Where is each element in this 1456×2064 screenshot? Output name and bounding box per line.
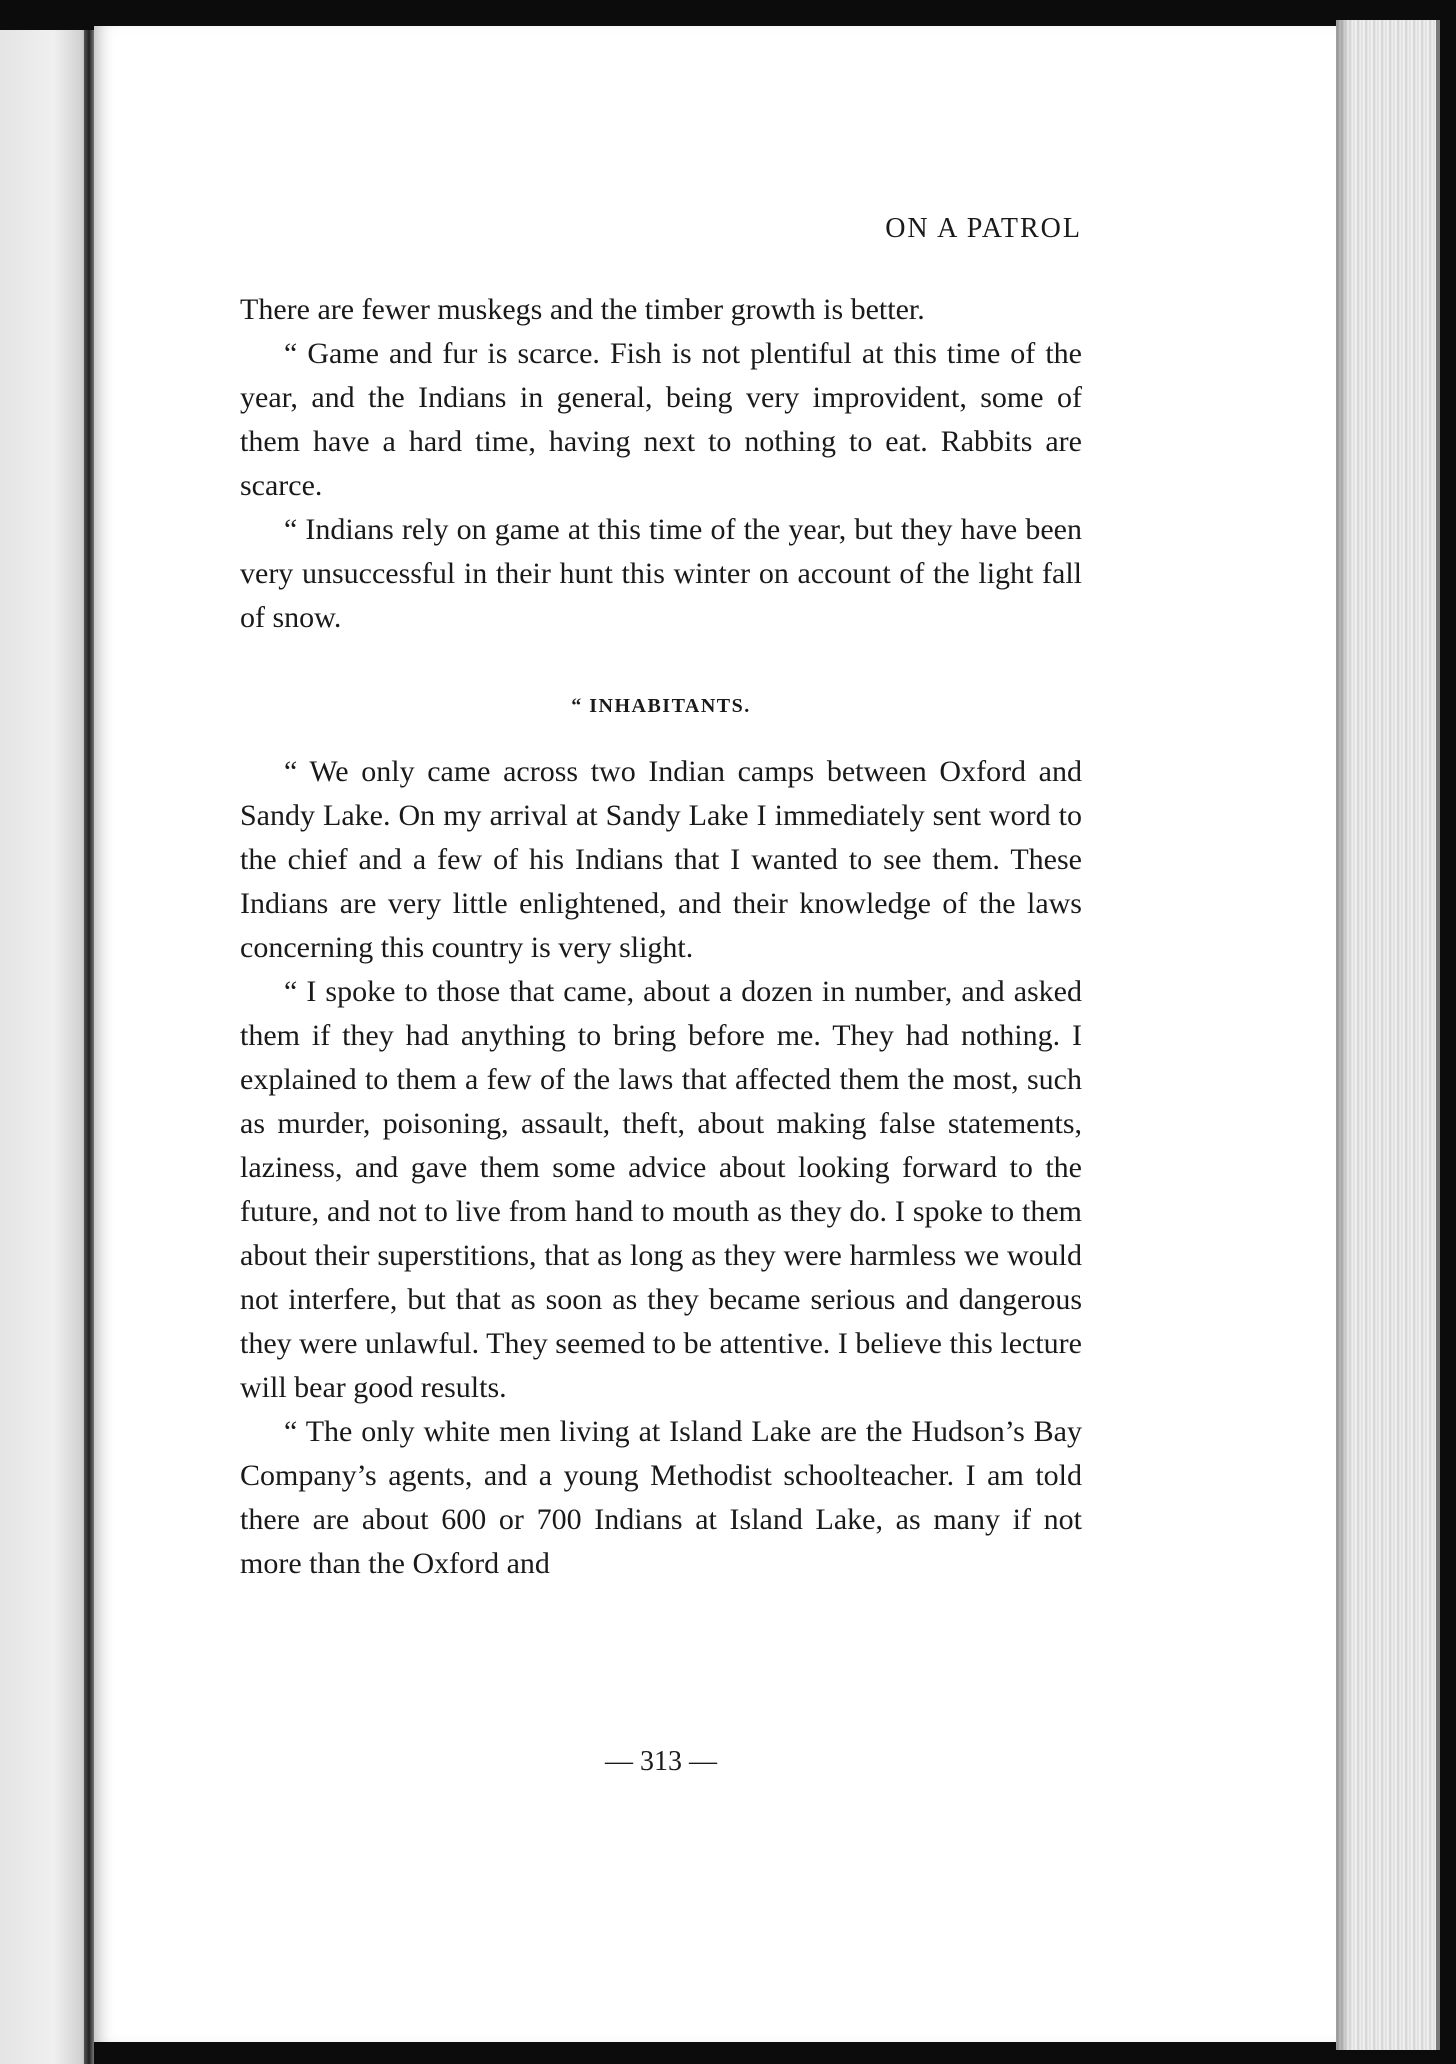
page-stack-shadow [1336, 20, 1350, 2050]
paragraph: “ We only came across two Indian camps between Oxford and Sandy Lake. On my arrival at Sandy Lake I immediately sent word to the chief and a few of his Indians that I wanted to see them. These Indians are very little enlightened, and their knowledge of the laws concerning this country is very slight. [240, 755, 1082, 964]
section-heading: “ INHABITANTS. [571, 695, 751, 717]
paragraph: “ I spoke to those that came, about a dozen in number, and asked them if they had anything to bring before me. They had nothing. I explained to them a few of the laws that affected them the most, such as murder, poisoning, assault, theft, about making false statements, laziness, and gave them some advice about looking forward to the future, and not to live from hand to mouth as they do. I spoke to them about their superstitions, that as long as they were harmless we would not interfere, but that as soon as they became serious and dangerous they were unlawful. They seemed to be attentive. I believe this lecture will bear good results. [240, 975, 1082, 1404]
page-stack-edge [1336, 20, 1440, 2050]
paragraph: “ Game and fur is scarce. Fish is not plentiful at this time of the year, and the Indians in general, being very improvident, some of them have a hard time, having next to nothing to eat. Rabbits are scarce. [240, 337, 1082, 502]
paragraph: There are fewer muskegs and the timber growth is better. [240, 293, 925, 326]
paragraph: “ Indians rely on game at this time of the year, but they have been very unsuccessful in their hunt this winter on account of the light fall of snow. [240, 513, 1082, 634]
previous-page-edge [0, 30, 90, 2064]
book-spine [84, 30, 94, 2064]
running-head: ON A PATROL [885, 213, 1082, 244]
paragraph: “ The only white men living at Island Lake are the Hudson’s Bay Company’s agents, and a young Methodist schoolteacher. I am told there are about 600 or 700 Indians at Island Lake, as many if not more than the Oxford and [240, 1415, 1082, 1580]
page-number: — 313 — [605, 1746, 717, 1777]
text-block [240, 212, 1082, 1586]
